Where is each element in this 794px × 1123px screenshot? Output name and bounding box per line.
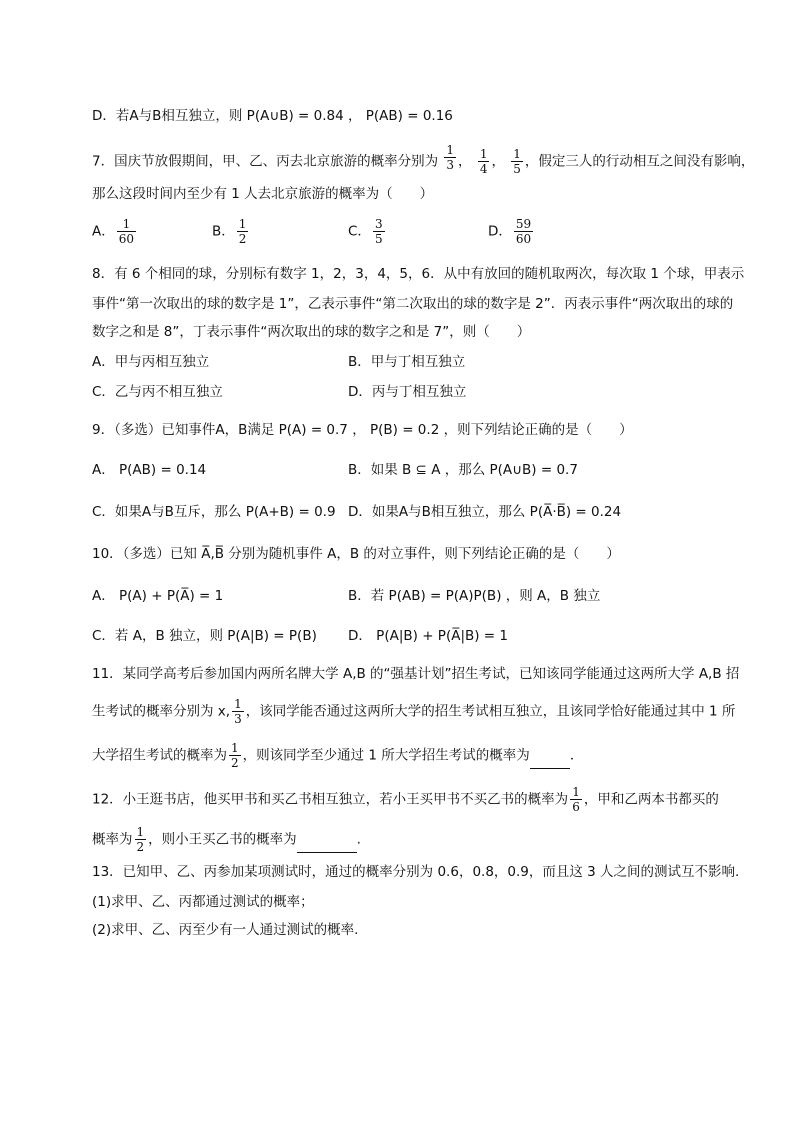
q9-option-a: A． P(AB) = 0.14 [92, 462, 207, 478]
q7-stem-line1: 7．国庆节放假期间，甲、乙、丙去北京旅游的概率分别为 $\frac{1}{3}$ ， $\frac{1}{4}$ ， $\frac{1}{5}$ ，假定三人的行动相互之间没有影响， [92, 143, 755, 176]
q12-stem-line2: 概率为 $\frac{1}{2}$ ，则小王买乙书的概率为 . [92, 825, 361, 854]
q8-stem-line2: 事件“第一次取出的球的数字是 1”，乙表示事件“第二次取出的球的数字是 2”．丙表示事件“两次取出的球的 [92, 296, 734, 312]
q9-stem: 9．（多选）已知事件A，B满足 P(A) = 0.7 ， P(B) = 0.2 ，则下列结论正确的是（ ） [92, 422, 633, 438]
q9-option-c: C．如果A与B互斥，那么 P(A+B) = 0.9 [92, 504, 336, 520]
q8-option-c: C．乙与丙不相互独立 [92, 384, 223, 400]
q7-option-b: B． $\frac{1}{2}$ [212, 217, 247, 246]
q9-option-b: B．如果 B ⊆ A ，那么 P(A∪B) = 0.7 [348, 462, 578, 478]
q12-answer-blank[interactable] [297, 840, 357, 853]
q11-fraction-2: $\frac{1}{2}$ [231, 741, 239, 770]
q11-fraction: $\frac{1}{3}$ [234, 697, 242, 726]
q7-fraction-2: $\frac{1}{4}$ [479, 147, 488, 176]
q8-stem-line3: 数字之和是 8”，丁表示事件“两次取出的球的数字之和是 7”，则（ ） [92, 324, 531, 340]
q12-fraction-2: $\frac{1}{2}$ [136, 825, 145, 854]
q11-answer-blank[interactable] [530, 756, 570, 769]
q13-part-2: (2)求甲、乙、丙至少有一人通过测试的概率. [92, 922, 359, 938]
q10-stem: 10．（多选）已知 A̅,B̅ 分别为随机事件 A，B 的对立事件，则下列结论正确的是（ ） [92, 546, 620, 562]
q12-stem-line1: 12．小王逛书店，他买甲书和买乙书相互独立，若小王买甲书不买乙书的概率为 $\frac{1}{6}$ ，甲和乙两本书都买的 [92, 785, 719, 814]
q7-option-d: D． $\frac{59}{60}$ [488, 217, 532, 246]
q7-fraction-1: $\frac{1}{3}$ [446, 143, 455, 172]
q7-option-c: C． $\frac{3}{5}$ [348, 217, 383, 246]
q10-option-a: A． P(A) + P(A̅) = 1 [92, 588, 224, 604]
q11-stem-line2: 生考试的概率分别为 x, $\frac{1}{3}$ ，该同学能否通过这两所大学的招生考试相互独立，且该同学恰好能通过其中 1 所 [92, 697, 736, 726]
q7-fraction-3: $\frac{1}{5}$ [513, 147, 521, 176]
q7-stem-part2: ，假定三人的行动相互之间没有影响， [524, 153, 755, 170]
q13-part-1: (1)求甲、乙、丙都通过测试的概率； [92, 894, 314, 910]
q9-option-d: D．如果A与B相互独立，那么 P(A̅·B̅) = 0.24 [348, 504, 622, 520]
q7-stem-part1: 7．国庆节放假期间，甲、乙、丙去北京旅游的概率分别为 [92, 153, 439, 170]
q8-option-b: B．甲与丁相互独立 [348, 354, 466, 370]
q8-option-d: D．丙与丁相互独立 [348, 384, 467, 400]
q10-option-d: D． P(A|B) + P(A̅|B) = 1 [348, 628, 509, 644]
q7-option-a: A． $\frac{1}{60}$ [92, 217, 135, 246]
q10-option-b: B．若 P(AB) = P(A)P(B) ，则 A，B 独立 [348, 588, 601, 604]
q8-stem-line1: 8．有 6 个相同的球，分别标有数字 1，2，3，4，5，6．从中有放回的随机取两次，每次取 1 个球，甲表示 [92, 266, 745, 282]
q12-fraction-1: $\frac{1}{6}$ [572, 785, 580, 814]
q6-option-d: D．若A与B相互独立，则 P(A∪B) = 0.84 ， P(AB) = 0.16 [92, 108, 453, 124]
q10-option-c: C．若 A，B 独立，则 P(A|B) = P(B) [92, 628, 317, 644]
q7-stem-line2: 那么这段时间内至少有 1 人去北京旅游的概率为（ ） [92, 186, 434, 202]
q8-option-a: A．甲与丙相互独立 [92, 354, 210, 370]
q11-stem-line1: 11．某同学高考后参加国内两所名牌大学 A,B 的“强基计划”招生考试，已知该同学能通过这两所大学 A,B 招 [92, 666, 740, 682]
q11-stem-line3: 大学招生考试的概率为 $\frac{1}{2}$ ，则该同学至少通过 1 所大学招生考试的概率为 ． [92, 741, 584, 770]
q13-stem: 13．已知甲、乙、丙参加某项测试时，通过的概率分别为 0.6，0.8，0.9，而且这 3 人之间的测试互不影响. [92, 864, 740, 880]
